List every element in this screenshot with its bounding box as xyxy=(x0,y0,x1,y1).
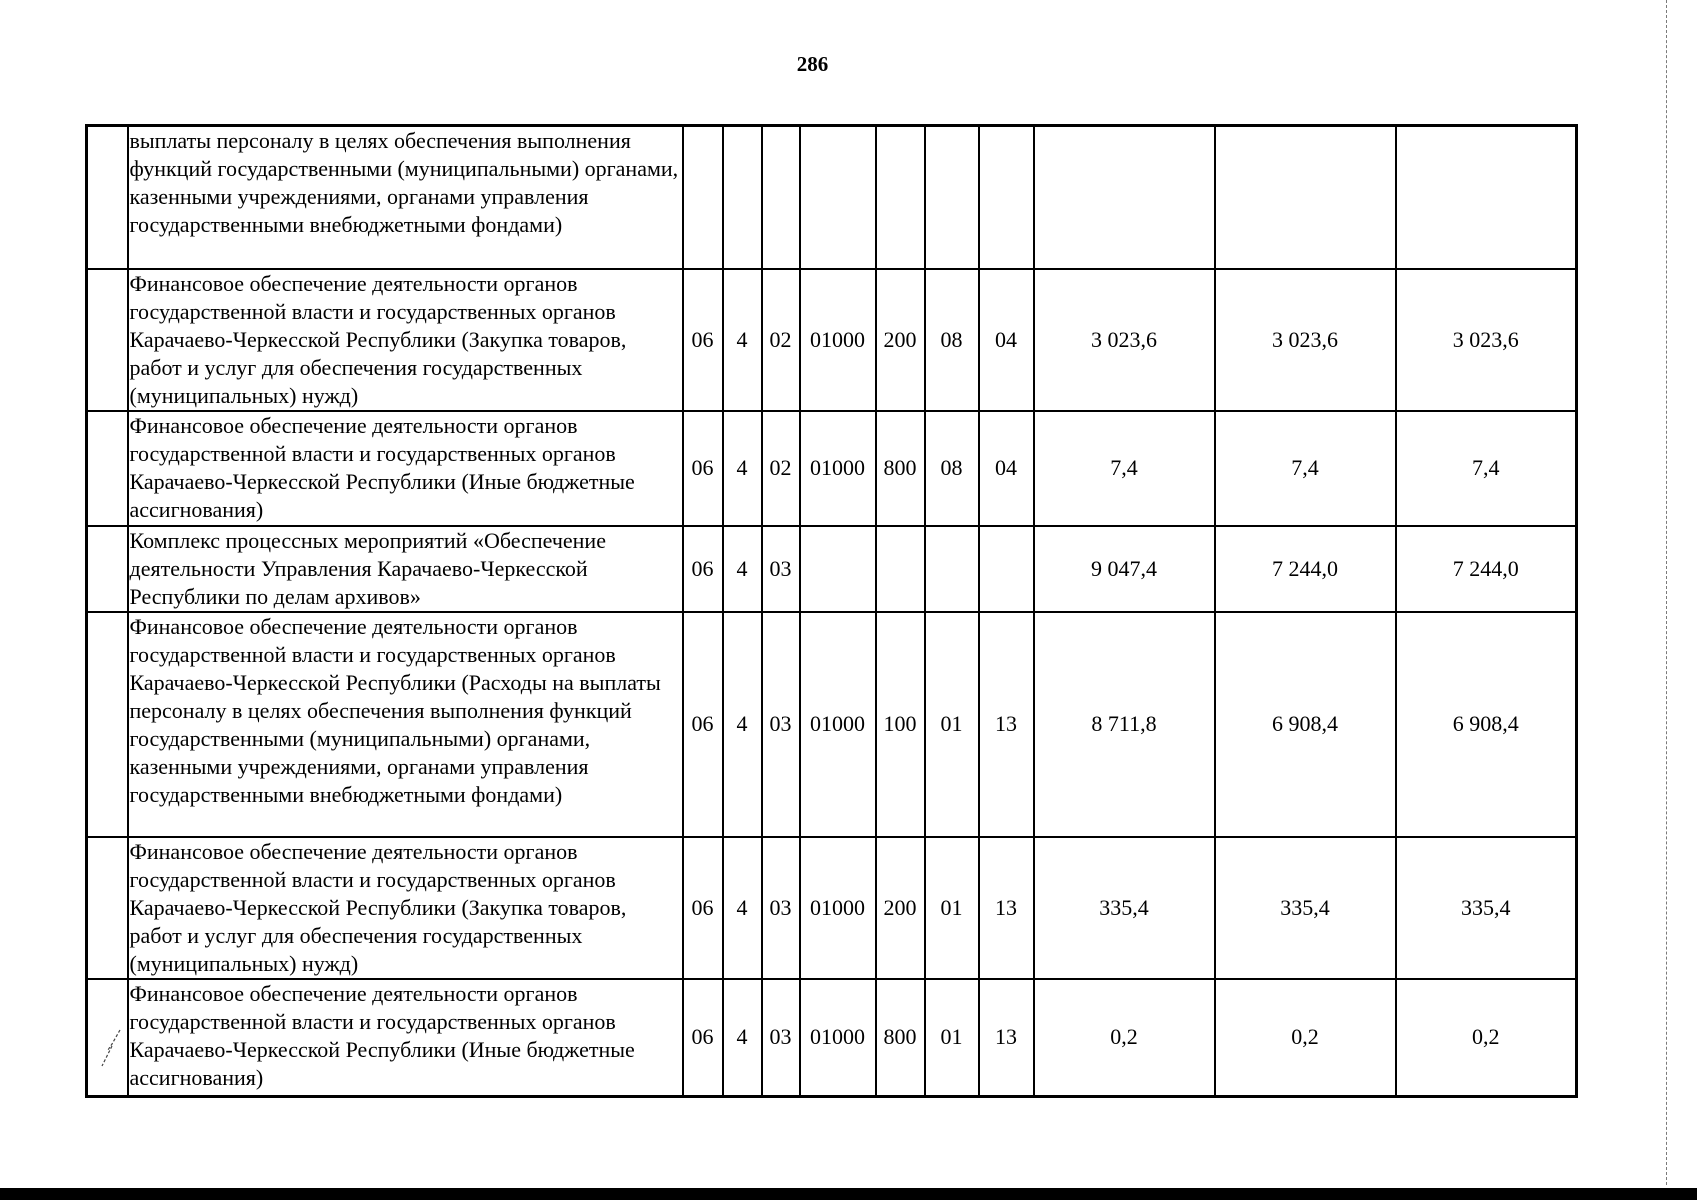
margin-rule xyxy=(1666,0,1667,1185)
code-cell-c7 xyxy=(979,126,1034,269)
code-cell-c1: 06 xyxy=(683,526,723,612)
description-cell: Комплекс процессных мероприятий «Обеспечение деятельности Управления Карачаево-Черкесской Республики по делам архивов» xyxy=(128,526,683,612)
code-cell-c1: 06 xyxy=(683,269,723,411)
amount-cell-v3: 6 908,4 xyxy=(1396,612,1577,837)
amount-cell-v1: 8 711,8 xyxy=(1034,612,1215,837)
code-cell-c1: 06 xyxy=(683,837,723,979)
code-cell-c2: 4 xyxy=(723,269,762,411)
amount-cell-v1: 0,2 xyxy=(1034,979,1215,1097)
code-cell-c5: 200 xyxy=(876,269,925,411)
code-cell-c7 xyxy=(979,526,1034,612)
code-cell-c6: 08 xyxy=(925,411,979,526)
code-cell-c5: 800 xyxy=(876,411,925,526)
code-cell-c5 xyxy=(876,526,925,612)
code-cell-c5: 200 xyxy=(876,837,925,979)
amount-cell-v3: 7,4 xyxy=(1396,411,1577,526)
code-cell-c7: 13 xyxy=(979,837,1034,979)
code-cell-c4: 01000 xyxy=(800,979,876,1097)
amount-cell-v1: 335,4 xyxy=(1034,837,1215,979)
code-cell-c3: 02 xyxy=(762,269,800,411)
code-cell-c2: 4 xyxy=(723,411,762,526)
amount-cell-v2 xyxy=(1215,126,1396,269)
description-cell: Финансовое обеспечение деятельности органов государственной власти и государственных органов Карачаево-Черкесской Республики (Иные бюджетные ассигнования) xyxy=(128,979,683,1097)
code-cell-c5: 100 xyxy=(876,612,925,837)
amount-cell-v2: 3 023,6 xyxy=(1215,269,1396,411)
amount-cell-v2: 6 908,4 xyxy=(1215,612,1396,837)
row-number-cell xyxy=(87,612,128,837)
code-cell-c7: 04 xyxy=(979,269,1034,411)
scan-bottom-edge xyxy=(0,1188,1697,1200)
code-cell-c6: 01 xyxy=(925,979,979,1097)
code-cell-c7: 13 xyxy=(979,612,1034,837)
row-number-cell xyxy=(87,126,128,269)
description-cell: выплаты персоналу в целях обеспечения выполнения функций государственными (муниципальными) органами, казенными учреждениями, органами управления государственными внебюджетными фондами) xyxy=(128,126,683,269)
amount-cell-v2: 335,4 xyxy=(1215,837,1396,979)
code-cell-c2: 4 xyxy=(723,526,762,612)
code-cell-c3: 02 xyxy=(762,411,800,526)
code-cell-c7: 04 xyxy=(979,411,1034,526)
table-row xyxy=(87,837,1577,979)
page-number: 286 xyxy=(796,52,829,76)
table-row xyxy=(87,126,1577,269)
amount-cell-v2: 7 244,0 xyxy=(1215,526,1396,612)
code-cell-c4: 01000 xyxy=(800,269,876,411)
description-cell: Финансовое обеспечение деятельности органов государственной власти и государственных органов Карачаево-Черкесской Республики (Иные бюджетные ассигнования) xyxy=(128,411,683,526)
code-cell-c4: 01000 xyxy=(800,837,876,979)
code-cell-c5: 800 xyxy=(876,979,925,1097)
amount-cell-v3: 335,4 xyxy=(1396,837,1577,979)
row-number-cell xyxy=(87,837,128,979)
code-cell-c1 xyxy=(683,126,723,269)
code-cell-c4: 01000 xyxy=(800,612,876,837)
amount-cell-v1: 3 023,6 xyxy=(1034,269,1215,411)
code-cell-c2: 4 xyxy=(723,837,762,979)
table-row xyxy=(87,269,1577,411)
amount-cell-v2: 7,4 xyxy=(1215,411,1396,526)
code-cell-c6: 01 xyxy=(925,837,979,979)
code-cell-c4 xyxy=(800,126,876,269)
row-number-cell xyxy=(87,269,128,411)
pen-mark xyxy=(98,1028,124,1068)
amount-cell-v1: 9 047,4 xyxy=(1034,526,1215,612)
code-cell-c5 xyxy=(876,126,925,269)
code-cell-c2 xyxy=(723,126,762,269)
code-cell-c4 xyxy=(800,526,876,612)
code-cell-c6 xyxy=(925,126,979,269)
budget-table xyxy=(85,124,1578,1098)
row-number-cell xyxy=(87,526,128,612)
code-cell-c6: 01 xyxy=(925,612,979,837)
code-cell-c3 xyxy=(762,126,800,269)
table-row xyxy=(87,979,1577,1097)
table-row xyxy=(87,411,1577,526)
code-cell-c3: 03 xyxy=(762,837,800,979)
code-cell-c1: 06 xyxy=(683,979,723,1097)
code-cell-c6: 08 xyxy=(925,269,979,411)
code-cell-c6 xyxy=(925,526,979,612)
description-cell: Финансовое обеспечение деятельности органов государственной власти и государственных органов Карачаево-Черкесской Республики (Расходы на выплаты персоналу в целях обеспечения выполнения функций государственными (муниципальными) органами, казенными учреждениями, органами управления государственными внебюджетными фондами) xyxy=(128,612,683,837)
description-cell: Финансовое обеспечение деятельности органов государственной власти и государственных органов Карачаево-Черкесской Республики (Закупка товаров, работ и услуг для обеспечения государственных (муниципальных) нужд) xyxy=(128,269,683,411)
amount-cell-v3: 0,2 xyxy=(1396,979,1577,1097)
amount-cell-v1: 7,4 xyxy=(1034,411,1215,526)
code-cell-c1: 06 xyxy=(683,612,723,837)
description-cell: Финансовое обеспечение деятельности органов государственной власти и государственных органов Карачаево-Черкесской Республики (Закупка товаров, работ и услуг для обеспечения государственных (муниципальных) нужд) xyxy=(128,837,683,979)
code-cell-c2: 4 xyxy=(723,612,762,837)
row-number-cell xyxy=(87,411,128,526)
code-cell-c4: 01000 xyxy=(800,411,876,526)
code-cell-c2: 4 xyxy=(723,979,762,1097)
table-row xyxy=(87,526,1577,612)
code-cell-c3: 03 xyxy=(762,526,800,612)
amount-cell-v3: 7 244,0 xyxy=(1396,526,1577,612)
code-cell-c3: 03 xyxy=(762,612,800,837)
amount-cell-v3 xyxy=(1396,126,1577,269)
code-cell-c1: 06 xyxy=(683,411,723,526)
table-row xyxy=(87,612,1577,837)
amount-cell-v1 xyxy=(1034,126,1215,269)
code-cell-c7: 13 xyxy=(979,979,1034,1097)
amount-cell-v3: 3 023,6 xyxy=(1396,269,1577,411)
code-cell-c3: 03 xyxy=(762,979,800,1097)
amount-cell-v2: 0,2 xyxy=(1215,979,1396,1097)
